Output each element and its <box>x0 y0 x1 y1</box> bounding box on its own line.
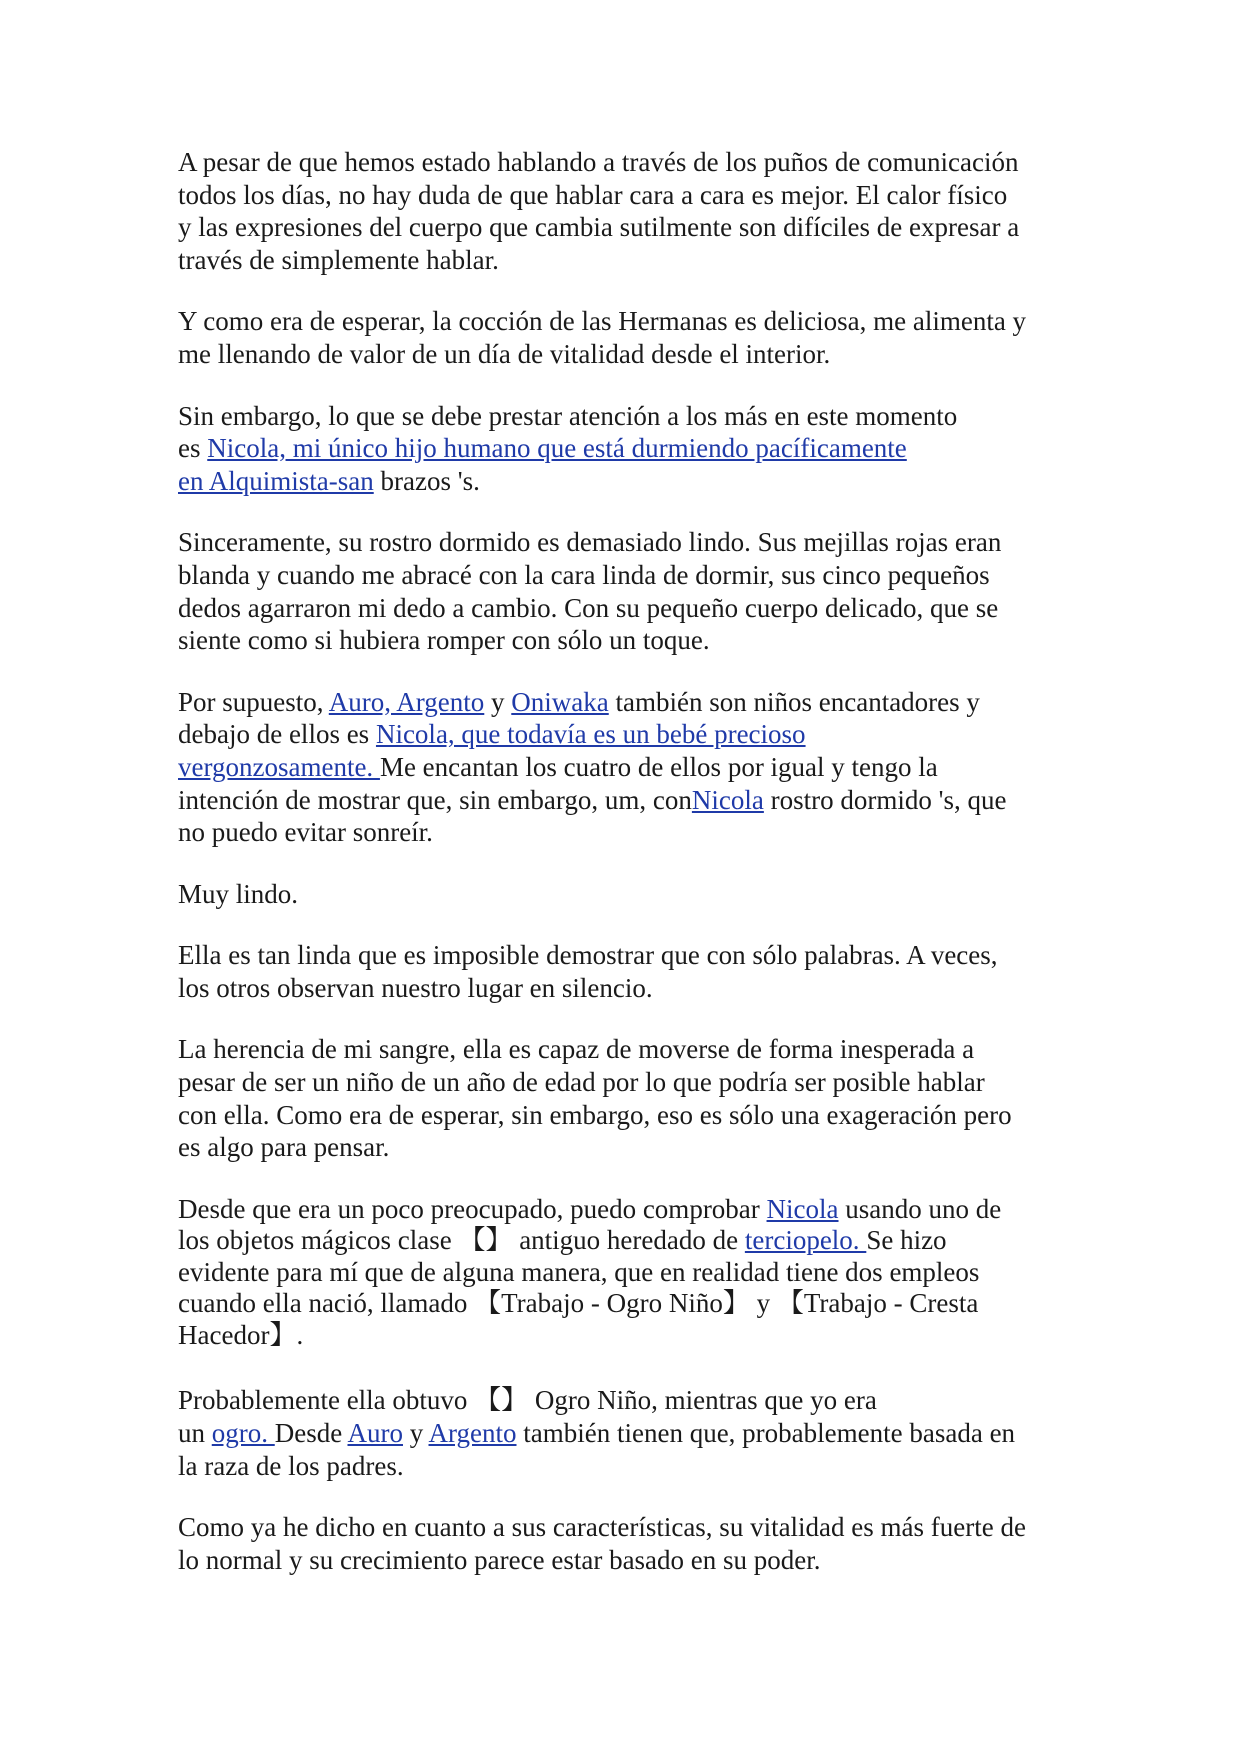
text-link[interactable]: vergonzosamente. <box>178 751 380 782</box>
text-run: Me encantan los cuatro de ellos por igual y tengo la <box>379 751 938 782</box>
text-line <box>178 1511 1078 1544</box>
text-line <box>178 939 1078 972</box>
text-run: cuando ella nació, llamado 【Trabajo - Ogro Niño】 y 【Trabajo - Cresta <box>178 1288 979 1319</box>
text-run: dedos agarraron mi dedo a cambio. Con su pequeño cuerpo delicado, que se <box>178 592 999 623</box>
text-line <box>178 686 1078 719</box>
text-run: los otros observan nuestro lugar en silencio. <box>178 972 653 1003</box>
text-run: través de simplemente hablar. <box>178 244 499 275</box>
text-run: Hacedor】. <box>178 1319 304 1350</box>
text-line <box>178 526 1078 559</box>
paragraph-6 <box>178 878 1078 911</box>
text-line <box>178 624 1078 657</box>
text-line <box>178 211 1078 244</box>
text-line <box>178 592 1078 625</box>
text-line <box>178 465 1078 498</box>
text-run: y las expresiones del cuerpo que cambia sutilmente son difíciles de expresar a <box>178 212 1020 243</box>
text-run: y <box>484 686 512 717</box>
text-line <box>178 1099 1078 1132</box>
text-run: también tienen que, probablemente basada en <box>516 1418 1016 1449</box>
text-link[interactable]: Nicola, que todavía es un bebé precioso <box>375 719 806 750</box>
text-run: es <box>178 433 208 464</box>
paragraph-9 <box>178 1193 1078 1352</box>
text-line <box>178 1033 1078 1066</box>
text-run: con ella. Como era de esperar, sin embargo, eso es sólo una exageración pero <box>178 1099 1012 1130</box>
text-run: Y como era de esperar, la cocción de las Hermanas es deliciosa, me alimenta y <box>178 306 1027 337</box>
paragraph-4 <box>178 526 1078 656</box>
text-run: me llenando de valor de un día de vitalidad desde el interior. <box>178 338 831 369</box>
text-line <box>178 559 1078 592</box>
text-line <box>178 1544 1078 1577</box>
text-run: un <box>178 1418 212 1449</box>
text-link[interactable]: Auro, Argento <box>328 686 485 717</box>
text-run: intención de mostrar que, sin embargo, um, con <box>178 784 692 815</box>
text-line <box>178 179 1078 212</box>
text-run: siente como si hubiera romper con sólo un toque. <box>178 625 710 656</box>
text-link[interactable]: Auro <box>347 1418 403 1449</box>
text-line <box>178 878 1078 911</box>
text-line <box>178 1257 1078 1289</box>
text-run: Sin embargo, lo que se debe prestar atención a los más en este momento <box>178 400 958 431</box>
text-line <box>178 1320 1078 1352</box>
text-line <box>178 1417 1078 1450</box>
text-link[interactable]: Nicola <box>766 1193 839 1224</box>
text-line <box>178 432 1078 465</box>
text-line <box>178 751 1078 784</box>
text-run: Por supuesto, <box>178 686 329 717</box>
text-run: Ella es tan linda que es imposible demostrar que con sólo palabras. A veces, <box>178 940 998 971</box>
text-run: y <box>402 1418 429 1449</box>
text-run: Sinceramente, su rostro dormido es demasiado lindo. Sus mejillas rojas eran <box>178 527 1002 558</box>
text-line <box>178 1450 1078 1483</box>
paragraph-1 <box>178 146 1078 276</box>
text-run: es algo para pensar. <box>178 1132 390 1163</box>
text-run: debajo de ellos es <box>178 719 376 750</box>
text-link[interactable]: terciopelo. <box>744 1225 867 1256</box>
text-line <box>178 1225 1078 1257</box>
text-run: lo normal y su crecimiento parece estar basado en su poder. <box>178 1544 821 1575</box>
text-line <box>178 244 1078 277</box>
text-link[interactable]: Nicola, mi único hijo humano que está durmiendo pacíficamente <box>207 433 907 464</box>
paragraph-5 <box>178 686 1078 849</box>
text-line <box>178 1193 1078 1226</box>
text-run: pesar de ser un niño de un año de edad por lo que podría ser posible hablar <box>178 1067 985 1098</box>
text-run: Probablemente ella obtuvo 【】 Ogro Niño, mientras que yo era <box>178 1385 877 1416</box>
text-run: Desde que era un poco preocupado, puedo comprobar <box>178 1193 767 1224</box>
paragraph-2 <box>178 305 1078 370</box>
text-line <box>178 1131 1078 1164</box>
text-link[interactable]: ogro. <box>211 1418 275 1449</box>
text-run: brazos 's. <box>373 465 480 496</box>
paragraph-10 <box>178 1384 1078 1482</box>
paragraph-3 <box>178 400 1078 498</box>
document-body <box>178 146 1078 1605</box>
text-run: también son niños encantadores y <box>608 686 980 717</box>
text-run: blanda y cuando me abracé con la cara linda de dormir, sus cinco pequeños <box>178 559 990 590</box>
text-link[interactable]: en Alquimista-san <box>178 465 374 496</box>
text-link[interactable]: Oniwaka <box>511 686 609 717</box>
text-run: evidente para mí que de alguna manera, que en realidad tiene dos empleos <box>178 1256 980 1287</box>
text-line <box>178 338 1078 371</box>
text-run: Como ya he dicho en cuanto a sus características, su vitalidad es más fuerte de <box>178 1512 1026 1543</box>
text-line <box>178 1384 1078 1417</box>
text-run: no puedo evitar sonreír. <box>178 817 433 848</box>
text-line <box>178 972 1078 1005</box>
text-line <box>178 718 1078 751</box>
paragraph-11 <box>178 1511 1078 1576</box>
paragraph-7 <box>178 939 1078 1004</box>
text-link[interactable]: Argento <box>428 1418 517 1449</box>
text-line <box>178 816 1078 849</box>
text-run: todos los días, no hay duda de que hablar cara a cara es mejor. El calor físico <box>178 179 1008 210</box>
text-line <box>178 305 1078 338</box>
text-run: usando uno de <box>838 1193 1002 1224</box>
text-run: la raza de los padres. <box>178 1450 404 1481</box>
text-run: Desde <box>274 1418 348 1449</box>
text-run: los objetos mágicos clase 【】 antiguo heredado de <box>178 1225 745 1256</box>
text-line <box>178 1066 1078 1099</box>
paragraph-8 <box>178 1033 1078 1163</box>
text-run: A pesar de que hemos estado hablando a través de los puños de comunicación <box>178 147 1019 177</box>
text-link[interactable]: Nicola <box>691 784 764 815</box>
text-line <box>178 400 1078 433</box>
text-line <box>178 784 1078 817</box>
text-line <box>178 1288 1078 1320</box>
text-run: La herencia de mi sangre, ella es capaz de moverse de forma inesperada a <box>178 1034 975 1065</box>
text-run: Muy lindo. <box>178 878 299 909</box>
text-run: Se hizo <box>866 1225 947 1256</box>
text-run: rostro dormido 's, que <box>763 784 1007 815</box>
text-line <box>178 146 1078 179</box>
